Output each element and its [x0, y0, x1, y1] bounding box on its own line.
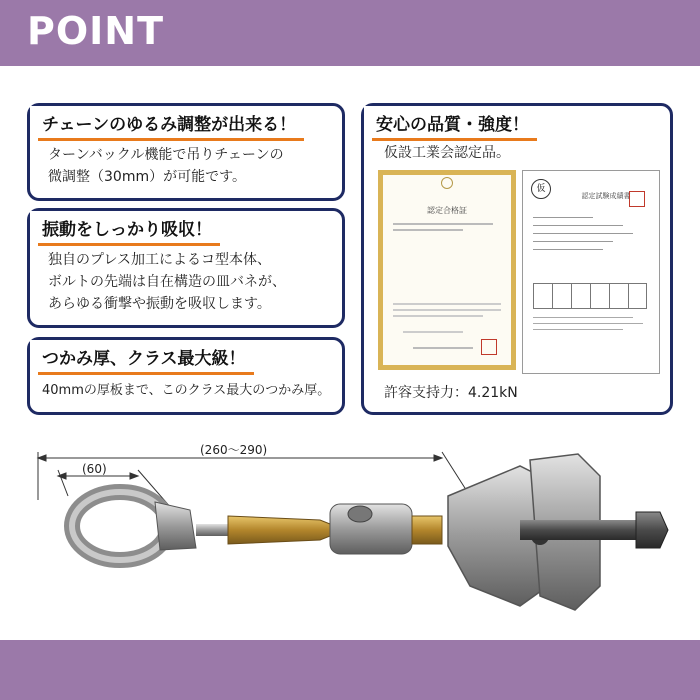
certificate-emblem	[441, 177, 453, 189]
feature-line: 微調整（30mm）が可能です。	[48, 169, 246, 185]
feature-line: 独自のプレス加工によるコ型本体、	[48, 252, 272, 268]
clamp-bolt	[520, 520, 640, 540]
product-illustration	[0, 436, 700, 636]
feature-title: 振動をしっかり吸収！	[30, 211, 224, 246]
feature-line: ターンバックル機能で吊りチェーンの	[48, 147, 284, 163]
report-text-line	[533, 233, 633, 234]
feature-line: あらゆる衝撃や振動を吸収します。	[48, 296, 271, 312]
feature-card-grip	[27, 337, 345, 415]
page-title: POINT	[27, 9, 165, 53]
dimension-overall-label: (260～290)	[200, 443, 268, 457]
feature-line: ボルトの先端は自在構造の皿バネが、	[48, 274, 286, 290]
coupling-nut	[412, 516, 442, 544]
eye-ring	[72, 492, 196, 560]
quality-card	[361, 103, 673, 415]
report-text-line	[533, 329, 623, 330]
certificate-seal-icon	[481, 339, 497, 355]
feature-title: つかみ厚、クラス最大級！	[30, 340, 258, 375]
footer-band	[0, 640, 700, 700]
feature-body	[42, 380, 330, 402]
test-report-image	[522, 170, 660, 374]
report-text-line	[533, 241, 613, 242]
swivel-barrel	[330, 504, 412, 554]
certificate-text-line	[393, 315, 483, 317]
report-table	[533, 283, 647, 309]
report-text-line	[533, 217, 593, 218]
quality-title: 安心の品質・強度！	[364, 106, 541, 141]
feature-line: 40mmの厚板まで、このクラス最大のつかみ厚。	[42, 383, 331, 398]
certificate-text-line	[403, 331, 463, 333]
feature-card-vibration	[27, 208, 345, 328]
report-emblem-icon: 仮	[531, 179, 551, 199]
report-text-line	[533, 323, 643, 324]
bolt-head	[636, 512, 668, 548]
feature-title: チェーンのゆるみ調整が出来る！	[30, 106, 308, 141]
load-capacity: 許容支持力：4.21kN	[384, 385, 518, 401]
report-title: 認定試験成績書	[581, 192, 631, 200]
certificate-text-line	[413, 347, 473, 349]
dimension-ring-label: (60)	[82, 462, 107, 476]
certificate-text-line	[393, 309, 501, 311]
certificate-text-line	[393, 303, 501, 305]
quality-subtitle: 仮設工業会認定品。	[384, 145, 510, 161]
threaded-rod-left	[196, 524, 232, 536]
report-text-line	[533, 225, 623, 226]
certificate-text-line	[393, 223, 493, 225]
certificate-title: 認定合格証	[427, 206, 467, 215]
report-text-line	[533, 249, 603, 250]
certificate-image	[378, 170, 516, 370]
certificate-text-line	[393, 229, 463, 231]
feature-body	[48, 144, 284, 188]
report-text-line	[533, 317, 633, 318]
feature-card-adjust	[27, 103, 345, 201]
report-seal-icon	[629, 191, 645, 207]
feature-body	[48, 249, 286, 315]
turnbuckle-body	[228, 516, 330, 544]
